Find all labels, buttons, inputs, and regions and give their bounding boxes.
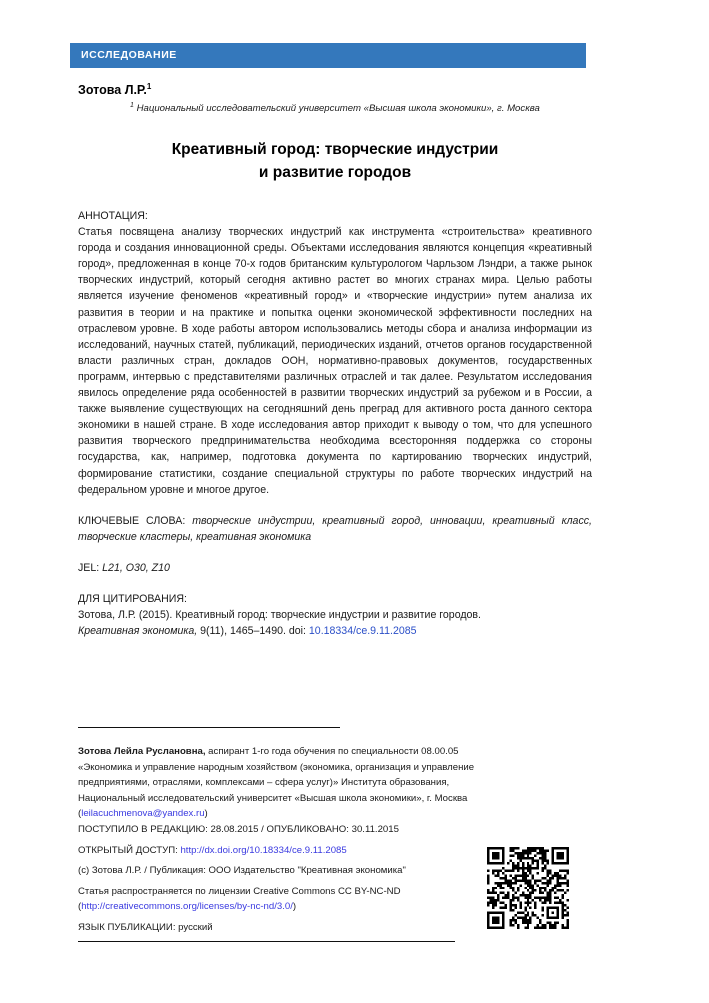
affiliation-text: Национальный исследовательский университет «Высшая школа экономики», г. Москва bbox=[136, 102, 540, 114]
jel-values: L21, O30, Z10 bbox=[102, 561, 170, 574]
received-label: ПОСТУПИЛО В РЕДАКЦИЮ: bbox=[78, 824, 211, 835]
section-label: ИССЛЕДОВАНИЕ bbox=[81, 49, 177, 62]
title-line-1: Креативный город: творческие индустрии bbox=[171, 141, 499, 158]
language-label: ЯЗЫК ПУБЛИКАЦИИ: bbox=[78, 921, 179, 933]
citation-volume-issue: 9(11), 1465–1490. doi: bbox=[197, 625, 309, 638]
page-title bbox=[78, 138, 592, 185]
citation-block bbox=[78, 591, 592, 639]
meta-license-row bbox=[78, 884, 478, 915]
author-affiliation bbox=[78, 101, 592, 116]
citation-doi-link[interactable]: 10.18334/ce.9.11.2085 bbox=[308, 625, 417, 638]
citation-line-1: Зотова, Л.Р. (2015). Креативный город: творческие индустрии и развитие городов. bbox=[78, 609, 482, 622]
qr-code-svg bbox=[487, 847, 569, 929]
citation-journal: Креативная экономика, bbox=[78, 625, 198, 638]
published-date: 30.11.2015 bbox=[351, 824, 399, 835]
keywords-block bbox=[78, 513, 592, 545]
license-open: ( bbox=[78, 901, 82, 913]
section-header-bar bbox=[70, 43, 586, 68]
access-label: ОТКРЫТЫЙ ДОСТУП: bbox=[78, 844, 181, 856]
article-body bbox=[78, 208, 592, 639]
meta-separator: / bbox=[258, 824, 267, 835]
author-bio bbox=[78, 744, 498, 822]
abstract-text: Статья посвящена анализу творческих индустрий как инструмента «строительства» креативного города и создания инновационной среды. Объектами исследования являются концепция «креативный город», предложенная в конце 70-х годов британским культурологом Чарльзом Лэндри, а также рынок творческих индустрий, который сегодня активно растет во многих странах мира. Целью работы является изучение феноменов «креативный город» и «творческие индустрии» путем анализа их развития в теории и на практике и попытка оценки экономической эффективности последних на отраслевом уровне. В ходе работы автором использовались методы сбора и анализа информации из исследований, научных статей, публикаций, периодических изданий, отчетов органов государственной власти различных стран, докладов ООН, нормативно-правовых документов, государственных программ, интервью с представителями различных отраслей и так далее. Результатом исследования явилось определение ряда особенностей в развитии творческих индустрий за рубежом и в России, а также выявление существующих на сегодняшний день преград для активного роста данного сектора экономики в нашей стране. В ходе исследования автор приходит к выводу о том, что для успешного развития творческого предпринимательства необходима всесторонняя поддержка со стороны государства, как, например, подготовка документа по картированию творческих индустрий, формирование статистики, создание специальной структуры по работе творческих индустрий на федеральном уровне и многое другое. bbox=[78, 226, 592, 496]
meta-dates-row bbox=[78, 822, 478, 838]
jel-block bbox=[78, 560, 592, 576]
affiliation-superscript: 1 bbox=[130, 101, 134, 109]
citation-line-2 bbox=[78, 625, 417, 637]
meta-open-access-row bbox=[78, 843, 478, 859]
footnote-separator bbox=[78, 727, 340, 728]
author-name bbox=[78, 82, 592, 99]
qr-code-icon[interactable] bbox=[487, 847, 569, 929]
keywords-label: КЛЮЧЕВЫЕ СЛОВА: bbox=[78, 514, 193, 527]
bio-email-link[interactable]: leilacuchmenova@yandex.ru bbox=[81, 808, 205, 820]
published-label: ОПУБЛИКОВАНО: bbox=[266, 824, 352, 835]
author-name-superscript: 1 bbox=[146, 82, 152, 91]
bio-email-close: ) bbox=[204, 808, 208, 820]
meta-language-row bbox=[78, 920, 478, 936]
open-access-link[interactable]: http://dx.doi.org/10.18334/ce.9.11.2085 bbox=[180, 844, 347, 856]
license-text: Статья распространяется по лицензии Creative Commons CC BY-NC-ND bbox=[78, 885, 401, 897]
jel-label: JEL: bbox=[78, 561, 103, 574]
meta-copyright-row: (c) Зотова Л.Р. / Публикация: ООО Издательство "Креативная экономика" bbox=[78, 865, 406, 877]
title-line-2: и развитие городов bbox=[258, 164, 412, 182]
bio-author-name: Зотова Лейла Руслановна, bbox=[78, 746, 206, 757]
author-block bbox=[78, 82, 592, 115]
keywords-values: творческие индустрии, креативный город, инновации, креативный класс, творческие кластеры, креативная экономика bbox=[78, 514, 592, 543]
author-name-text: Зотова Л.Р. bbox=[78, 83, 147, 98]
received-date: 28.08.2015 bbox=[210, 824, 259, 835]
language-value: русский bbox=[178, 921, 213, 933]
license-link[interactable]: http://creativecommons.org/licenses/by-nc-nd/3.0/ bbox=[81, 901, 293, 913]
license-close: ) bbox=[292, 901, 297, 913]
citation-label: ДЛЯ ЦИТИРОВАНИЯ: bbox=[78, 592, 187, 605]
bio-email-open: ( bbox=[78, 808, 82, 820]
publication-metadata bbox=[78, 822, 478, 935]
abstract-label: АННОТАЦИЯ: bbox=[78, 210, 148, 222]
bottom-separator bbox=[78, 941, 455, 942]
bio-text: аспирант 1-го года обучения по специальности 08.00.05 «Экономика и управление народным хозяйством (экономика, организация и управление предприятиями, отраслями, комплексами – сфера услуг)» Института образования, Национальный исследовательский университет «Высшая школа экономики», г. Москва bbox=[78, 746, 475, 804]
